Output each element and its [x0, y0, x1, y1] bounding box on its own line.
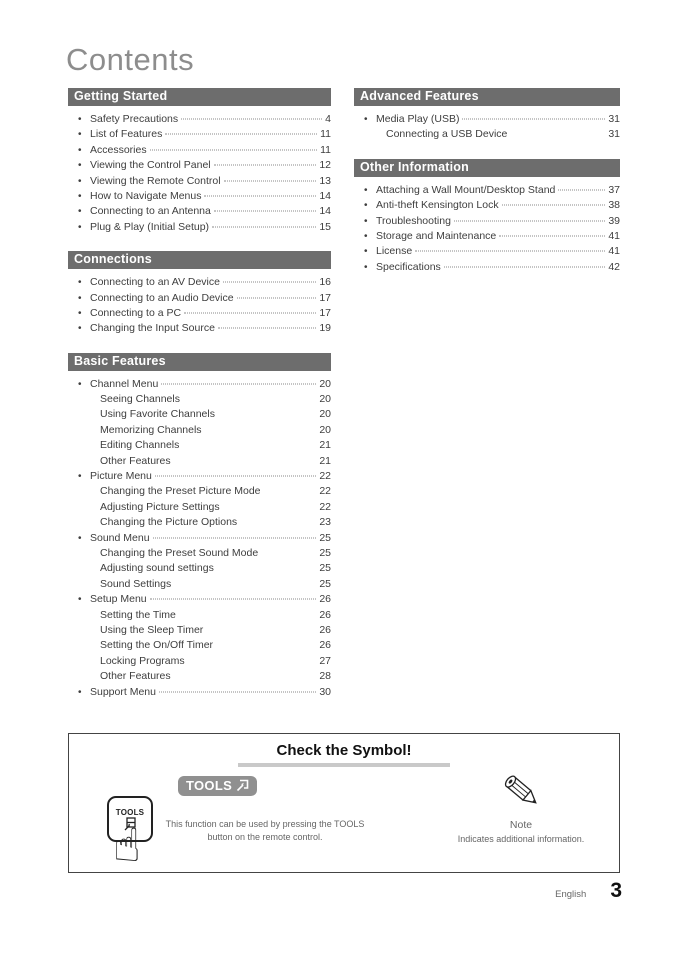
- toc-item-page: 23: [319, 516, 331, 529]
- toc-item-label: Connecting to an Audio Device: [90, 291, 234, 304]
- tools-return-icon: [236, 779, 249, 792]
- section-header: Advanced Features: [354, 88, 620, 106]
- toc-item-label: Setup Menu: [90, 593, 147, 606]
- toc-item-page: 21: [319, 454, 331, 467]
- toc-item: [68, 112, 331, 127]
- toc-item: [68, 546, 331, 561]
- check-symbol-box: [68, 733, 620, 873]
- dot-leader: [218, 328, 316, 329]
- toc-item: [68, 127, 331, 142]
- tools-badge: [178, 776, 257, 796]
- toc-item-page: 25: [319, 562, 331, 575]
- toc-item: [68, 638, 331, 653]
- toc-item-label: Attaching a Wall Mount/Desktop Stand: [376, 183, 556, 196]
- toc-item-label: Other Features: [100, 454, 171, 467]
- toc-item-page: 25: [319, 531, 331, 544]
- toc-item-label: Viewing the Control Panel: [90, 159, 211, 172]
- toc-section: [354, 88, 620, 143]
- dot-leader: [150, 149, 317, 150]
- bullet-icon: •: [78, 160, 82, 172]
- toc-item-page: 20: [319, 423, 331, 436]
- dot-leader: [212, 226, 316, 227]
- toc-item-label: License: [376, 245, 413, 258]
- toc-item-label: Adjusting sound settings: [100, 562, 214, 575]
- tools-description-line2: button on the remote control.: [207, 832, 323, 842]
- toc-item: [68, 306, 331, 321]
- toc-item: [68, 377, 331, 392]
- toc-item-page: 14: [319, 205, 331, 218]
- toc-item-label: Setting the On/Off Timer: [100, 639, 214, 652]
- toc-item-page: 27: [319, 654, 331, 667]
- hand-press-icon: ☝: [113, 818, 142, 872]
- toc-item-page: 25: [319, 577, 331, 590]
- toc-column-right: [354, 88, 620, 291]
- dot-leader: [204, 195, 316, 196]
- toc-item: [68, 531, 331, 546]
- toc-item-page: 11: [320, 128, 331, 141]
- bullet-icon: •: [364, 246, 368, 258]
- dot-leader: [237, 297, 317, 298]
- toc-item-label: Memorizing Channels: [100, 423, 202, 436]
- bullet-icon: •: [78, 277, 82, 289]
- toc-item-page: 11: [320, 143, 331, 156]
- toc-item-page: 31: [608, 113, 620, 125]
- bullet-icon: •: [78, 114, 82, 125]
- toc-item: [68, 685, 331, 700]
- toc-item-label: Troubleshooting: [376, 214, 451, 227]
- toc-item-page: 22: [319, 470, 331, 483]
- toc-item: [354, 260, 620, 275]
- toc-item-page: 17: [319, 291, 331, 304]
- toc-item-page: 26: [319, 639, 331, 652]
- bullet-icon: •: [78, 323, 82, 335]
- toc-item: [354, 214, 620, 229]
- tools-button-press-graphic: [103, 796, 173, 876]
- toc-item: [68, 321, 331, 336]
- toc-item-label: Sound Menu: [90, 531, 150, 544]
- section-header: Getting Started: [68, 88, 331, 106]
- note-description: Indicates additional information.: [457, 834, 585, 844]
- toc-item-label: Changing the Preset Picture Mode: [100, 485, 261, 498]
- toc-item-page: 25: [319, 546, 331, 559]
- toc-item-label: Connecting to an Antenna: [90, 205, 211, 218]
- toc-item-page: 19: [319, 322, 331, 335]
- toc-item-label: Other Features: [100, 670, 171, 683]
- section-item-list: [68, 275, 331, 337]
- pencil-icon: [493, 766, 549, 812]
- toc-item-label: Channel Menu: [90, 377, 159, 390]
- toc-item: [354, 229, 620, 244]
- toc-item-label: Safety Precautions: [90, 113, 179, 125]
- bullet-icon: •: [364, 261, 368, 273]
- toc-item-page: 20: [319, 393, 331, 406]
- toc-item-label: Viewing the Remote Control: [90, 174, 221, 187]
- dot-leader: [161, 383, 316, 384]
- toc-item: [354, 127, 620, 142]
- toc-item-label: Sound Settings: [100, 577, 172, 590]
- toc-item: [68, 561, 331, 576]
- toc-item: [68, 469, 331, 484]
- toc-item-page: 14: [319, 189, 331, 202]
- note-label: Note: [509, 819, 533, 831]
- toc-item-label: Picture Menu: [90, 470, 152, 483]
- toc-item-label: Locking Programs: [100, 654, 185, 667]
- toc-item: [68, 654, 331, 669]
- dot-leader: [155, 476, 316, 477]
- toc-item: [68, 220, 331, 235]
- dot-leader: [415, 251, 605, 252]
- tools-badge-label: TOOLS: [186, 778, 233, 793]
- toc-item: [68, 623, 331, 638]
- footer-language: English: [555, 889, 587, 900]
- dot-leader: [181, 119, 322, 120]
- toc-item-page: 20: [319, 377, 331, 390]
- section-item-list: [68, 377, 331, 700]
- toc-item: [68, 423, 331, 438]
- toc-item-label: Anti-theft Kensington Lock: [376, 199, 499, 212]
- bullet-icon: •: [78, 686, 82, 698]
- toc-item: [68, 143, 331, 158]
- bullet-icon: •: [364, 200, 368, 212]
- toc-column-left: [68, 88, 331, 716]
- dot-leader: [153, 537, 317, 538]
- bullet-icon: •: [78, 378, 82, 390]
- toc-item-label: Adjusting Picture Settings: [100, 500, 220, 513]
- toc-item: [68, 189, 331, 204]
- bullet-icon: •: [78, 532, 82, 544]
- toc-item-page: 30: [319, 685, 331, 698]
- toc-item-label: Connecting to an AV Device: [90, 276, 220, 289]
- toc-item-page: 26: [319, 623, 331, 636]
- toc-item: [354, 112, 620, 127]
- toc-item-label: Accessories: [90, 143, 147, 156]
- toc-item-page: 22: [319, 500, 331, 513]
- bullet-icon: •: [78, 190, 82, 202]
- toc-item-page: 41: [608, 229, 620, 242]
- toc-section: [68, 88, 331, 235]
- toc-section: [68, 353, 331, 700]
- toc-item-label: Support Menu: [90, 685, 156, 698]
- toc-item-label: Changing the Preset Sound Mode: [100, 546, 259, 559]
- toc-item-page: 26: [319, 608, 331, 621]
- dot-leader: [502, 205, 606, 206]
- dot-leader: [223, 282, 316, 283]
- toc-item-label: How to Navigate Menus: [90, 189, 202, 202]
- toc-item-label: Specifications: [376, 260, 441, 273]
- toc-item: [354, 198, 620, 213]
- toc-item-page: 12: [319, 159, 331, 172]
- page-footer: [555, 879, 622, 903]
- toc-item: [68, 500, 331, 515]
- dot-leader: [558, 189, 605, 190]
- toc-item: [354, 244, 620, 259]
- toc-item-page: 20: [319, 408, 331, 421]
- toc-item-page: 17: [319, 306, 331, 319]
- toc-item-page: 41: [608, 245, 620, 258]
- toc-item-label: Storage and Maintenance: [376, 229, 497, 242]
- bullet-icon: •: [364, 184, 368, 196]
- symbol-box-title: Check the Symbol!: [276, 742, 412, 759]
- dot-leader: [462, 119, 605, 120]
- toc-item: [68, 407, 331, 422]
- section-item-list: [354, 112, 620, 143]
- toc-item-label: Using Favorite Channels: [100, 408, 215, 421]
- toc-item-page: 21: [319, 439, 331, 452]
- bullet-icon: •: [78, 307, 82, 319]
- dot-leader: [214, 211, 316, 212]
- dot-leader: [224, 180, 317, 181]
- toc-item-label: Setting the Time: [100, 608, 176, 621]
- dot-leader: [165, 134, 317, 135]
- toc-item-page: 28: [319, 670, 331, 683]
- bullet-icon: •: [78, 594, 82, 606]
- section-item-list: [68, 112, 331, 235]
- bullet-icon: •: [78, 144, 82, 156]
- dot-leader: [214, 165, 317, 166]
- toc-item: [68, 174, 331, 189]
- toc-section: [68, 251, 331, 337]
- dot-leader: [454, 220, 605, 221]
- dot-leader: [159, 691, 316, 692]
- toc-item-label: Media Play (USB): [376, 113, 460, 125]
- bullet-icon: •: [364, 230, 368, 242]
- page-title: Contents: [66, 42, 195, 77]
- bullet-icon: •: [78, 129, 82, 141]
- toc-item-label: Changing the Picture Options: [100, 516, 238, 529]
- toc-item-page: 31: [608, 128, 620, 141]
- toc-item-page: 37: [608, 183, 620, 196]
- toc-item: [68, 158, 331, 173]
- toc-item-page: 15: [319, 220, 331, 233]
- tools-button-label: TOOLS: [115, 807, 145, 817]
- dot-leader: [444, 266, 606, 267]
- toc-item: [68, 204, 331, 219]
- dot-leader: [150, 599, 317, 600]
- note-area: [421, 766, 621, 844]
- toc-item-page: 42: [608, 260, 620, 273]
- toc-item-label: List of Features: [90, 128, 163, 141]
- tools-description: [145, 818, 385, 844]
- bullet-icon: •: [78, 292, 82, 304]
- toc-section: [354, 159, 620, 275]
- section-item-list: [354, 183, 620, 275]
- toc-item: [68, 669, 331, 684]
- bullet-icon: •: [78, 221, 82, 233]
- footer-page-number: 3: [610, 879, 622, 902]
- toc-item-page: 22: [319, 485, 331, 498]
- toc-item: [68, 608, 331, 623]
- toc-item-page: 13: [319, 174, 331, 187]
- toc-item-label: Plug & Play (Initial Setup): [90, 220, 210, 233]
- toc-item: [68, 275, 331, 290]
- toc-item: [68, 577, 331, 592]
- toc-item: [68, 438, 331, 453]
- toc-item: [354, 183, 620, 198]
- dot-leader: [499, 235, 605, 236]
- bullet-icon: •: [78, 206, 82, 218]
- toc-item: [68, 454, 331, 469]
- bullet-icon: •: [78, 175, 82, 187]
- bullet-icon: •: [364, 215, 368, 227]
- toc-item: [68, 291, 331, 306]
- toc-item-page: 39: [608, 214, 620, 227]
- section-header: Basic Features: [68, 353, 331, 371]
- toc-item: [68, 484, 331, 499]
- bullet-icon: •: [364, 114, 368, 125]
- section-header: Connections: [68, 251, 331, 269]
- toc-item-label: Connecting a USB Device: [386, 128, 508, 141]
- tools-description-line1: This function can be used by pressing the TOOLS: [165, 819, 365, 829]
- toc-item: [68, 515, 331, 530]
- toc-item-label: Changing the Input Source: [90, 322, 215, 335]
- toc-item-page: 26: [319, 593, 331, 606]
- section-header: Other Information: [354, 159, 620, 177]
- toc-item: [68, 592, 331, 607]
- toc-item: [68, 392, 331, 407]
- title-underline: [238, 763, 450, 767]
- toc-item-page: 4: [325, 113, 331, 125]
- toc-item-label: Using the Sleep Timer: [100, 623, 204, 636]
- toc-item-label: Connecting to a PC: [90, 306, 182, 319]
- bullet-icon: •: [78, 471, 82, 483]
- toc-item-page: 16: [319, 276, 331, 289]
- dot-leader: [184, 312, 316, 313]
- toc-item-label: Editing Channels: [100, 439, 180, 452]
- toc-item-page: 38: [608, 199, 620, 212]
- toc-item-label: Seeing Channels: [100, 393, 180, 406]
